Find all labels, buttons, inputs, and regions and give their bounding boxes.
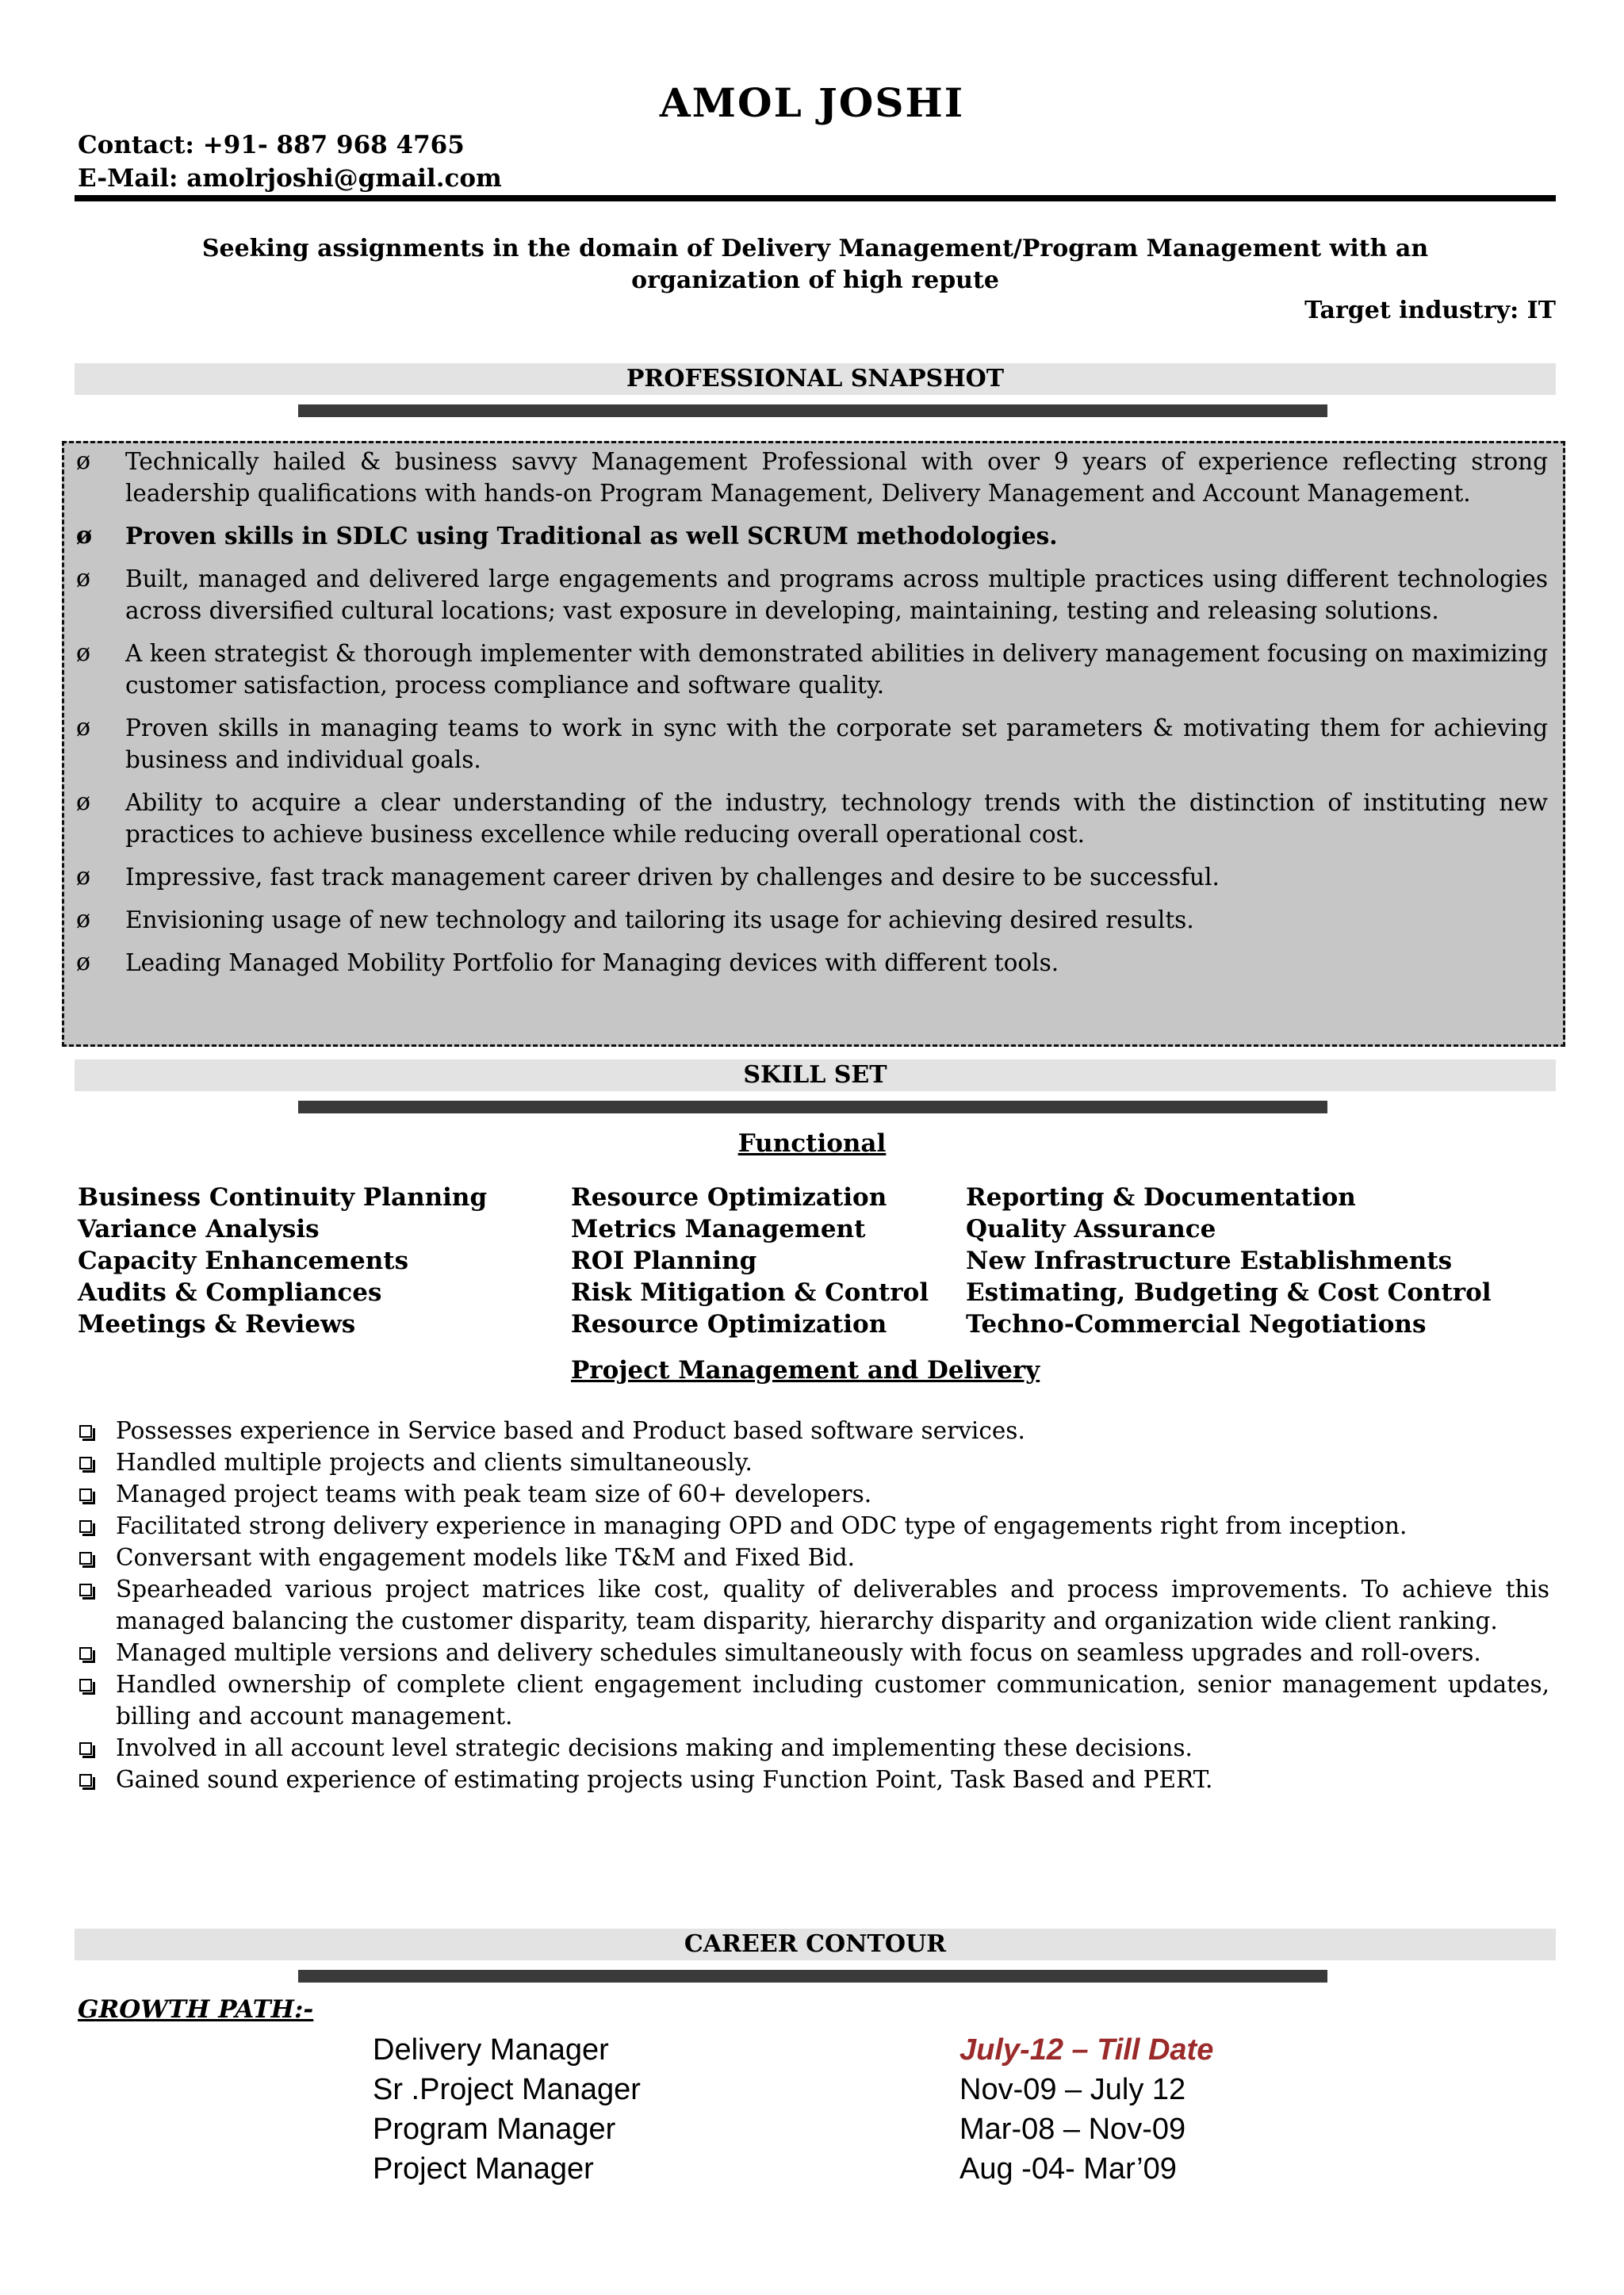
skill-item: Metrics Management (571, 1215, 866, 1243)
candidate-name: AMOL JOSHI (659, 79, 965, 126)
skill-item: Resource Optimization (571, 1310, 887, 1339)
functional-heading: Functional (737, 1129, 887, 1158)
contact-phone: Contact: +91- 887 968 4765 (78, 131, 465, 159)
list-item: Spearheaded various project matrices like cost, quality of deliverables and process improvements. To achieve this managed balancing the customer disparity, team disparity, hierarchy disparity and organization wide client ranking. (78, 1573, 1549, 1637)
list-item: ø Leading Managed Mobility Portfolio for Managing devices with different tools. (76, 947, 1548, 979)
growth-path-label: GROWTH PATH:- (78, 1995, 314, 2024)
role-title: Program Manager (373, 2113, 616, 2146)
list-item: ø Envisioning usage of new technology and tailoring its usage for achieving desired results. (76, 904, 1548, 936)
skills-column-1 (78, 1182, 487, 1340)
role-period: Mar-08 – Nov-09 (959, 2113, 1186, 2146)
skill-item: ROI Planning (571, 1247, 757, 1275)
list-item: Gained sound experience of estimating projects using Function Point, Task Based and PERT. (78, 1764, 1549, 1795)
checkbox-bullet-icon (79, 1742, 92, 1755)
role-period-current: July-12 – Till Date (959, 2033, 1214, 2067)
checkbox-bullet-icon (79, 1520, 92, 1533)
skill-item: Estimating, Budgeting & Cost Control (966, 1278, 1492, 1307)
bullet-icon: ø (76, 906, 91, 933)
role-title: Sr .Project Manager (373, 2073, 641, 2106)
list-item: ø Proven skills in SDLC using Traditional as well SCRUM methodologies. (76, 520, 1548, 552)
header-divider (75, 195, 1556, 201)
objective-line-1: Seeking assignments in the domain of Delivery Management/Program Management with an (201, 235, 1429, 262)
pm-delivery-heading: Project Management and Delivery (571, 1356, 1040, 1385)
list-item: Facilitated strong delivery experience in managing OPD and ODC type of engagements right from inception. (78, 1510, 1549, 1542)
skill-item: Capacity Enhancements (78, 1247, 409, 1275)
checkbox-bullet-icon (79, 1774, 92, 1787)
section-bar-snapshot (298, 404, 1327, 417)
skill-item: Quality Assurance (966, 1215, 1216, 1243)
skill-item: Audits & Compliances (78, 1278, 382, 1307)
list-item: ø Ability to acquire a clear understanding of the industry, technology trends with the distinction of instituting new practices to achieve business excellence while reducing overall operational cost. (76, 788, 1548, 848)
list-item: Handled multiple projects and clients simultaneously. (78, 1446, 1549, 1478)
skill-item: Meetings & Reviews (78, 1310, 356, 1339)
checkbox-bullet-icon (79, 1457, 92, 1469)
list-item: ø A keen strategist & thorough implementer with demonstrated abilities in delivery management focusing on maximizing customer satisfaction, process compliance and software quality. (76, 639, 1548, 699)
skill-item: Business Continuity Planning (78, 1183, 488, 1212)
bullet-icon: ø (76, 522, 93, 550)
target-industry: Target industry: IT (1304, 297, 1556, 324)
list-item: Managed project teams with peak team size of 60+ developers. (78, 1478, 1549, 1510)
bullet-icon: ø (76, 948, 91, 976)
objective-line-2: organization of high repute (631, 266, 999, 294)
section-heading-snapshot: PROFESSIONAL SNAPSHOT (75, 363, 1556, 395)
bullet-icon: ø (76, 447, 91, 475)
checkbox-bullet-icon (79, 1647, 92, 1660)
bullet-icon: ø (76, 714, 91, 741)
section-heading-career: CAREER CONTOUR (75, 1929, 1556, 1960)
section-bar-career (298, 1970, 1327, 1983)
skill-item: New Infrastructure Establishments (966, 1247, 1453, 1275)
list-item: Involved in all account level strategic decisions making and implementing these decisions. (78, 1732, 1549, 1764)
bullet-icon: ø (76, 639, 91, 667)
section-bar-skills (298, 1101, 1327, 1113)
list-item: Managed multiple versions and delivery schedules simultaneously with focus on seamless upgrades and roll-overs. (78, 1637, 1549, 1669)
bullet-icon: ø (76, 788, 91, 816)
pm-delivery-list (78, 1415, 1549, 1795)
bullet-icon: ø (76, 863, 91, 891)
section-heading-skills: SKILL SET (75, 1059, 1556, 1091)
skill-item: Risk Mitigation & Control (571, 1278, 929, 1307)
checkbox-bullet-icon (79, 1584, 92, 1596)
objective-statement (75, 233, 1556, 297)
snapshot-list (76, 446, 1548, 990)
skill-item: Variance Analysis (78, 1215, 320, 1243)
list-item: Handled ownership of complete client engagement including customer communication, senior management updates, billing and account management. (78, 1669, 1549, 1732)
role-period: Nov-09 – July 12 (959, 2073, 1186, 2106)
skill-item: Reporting & Documentation (966, 1183, 1356, 1212)
role-period: Aug -04- Mar’09 (959, 2152, 1177, 2186)
list-item: ø Technically hailed & business savvy Management Professional with over 9 years of experience reflecting strong leadership qualifications with hands-on Program Management, Delivery Management and Account Management. (76, 447, 1548, 507)
career-roles (373, 2030, 641, 2189)
checkbox-bullet-icon (79, 1425, 92, 1438)
contact-block (78, 128, 502, 195)
list-item: Possesses experience in Service based and Product based software services. (78, 1415, 1549, 1446)
bullet-icon: ø (76, 565, 91, 592)
checkbox-bullet-icon (79, 1552, 92, 1565)
list-item: Conversant with engagement models like T&M and Fixed Bid. (78, 1542, 1549, 1573)
role-title: Project Manager (373, 2152, 594, 2186)
checkbox-bullet-icon (79, 1488, 92, 1501)
skills-column-2 (571, 1182, 929, 1340)
list-item: ø Impressive, fast track management career driven by challenges and desire to be successful. (76, 861, 1548, 893)
list-item: ø Proven skills in managing teams to work in sync with the corporate set parameters & motivating them for achieving business and individual goals. (76, 714, 1548, 773)
career-periods (959, 2030, 1213, 2189)
checkbox-bullet-icon (79, 1679, 92, 1692)
skill-item: Resource Optimization (571, 1183, 887, 1212)
list-item: ø Built, managed and delivered large engagements and programs across multiple practices using different technologies across diversified cultural locations; vast exposure in developing, maintaining, testing and releasing solutions. (76, 565, 1548, 624)
contact-email: E-Mail: amolrjoshi@gmail.com (78, 164, 502, 193)
role-title: Delivery Manager (373, 2033, 609, 2067)
skill-item: Techno-Commercial Negotiations (966, 1310, 1427, 1339)
skills-column-3 (966, 1182, 1492, 1340)
